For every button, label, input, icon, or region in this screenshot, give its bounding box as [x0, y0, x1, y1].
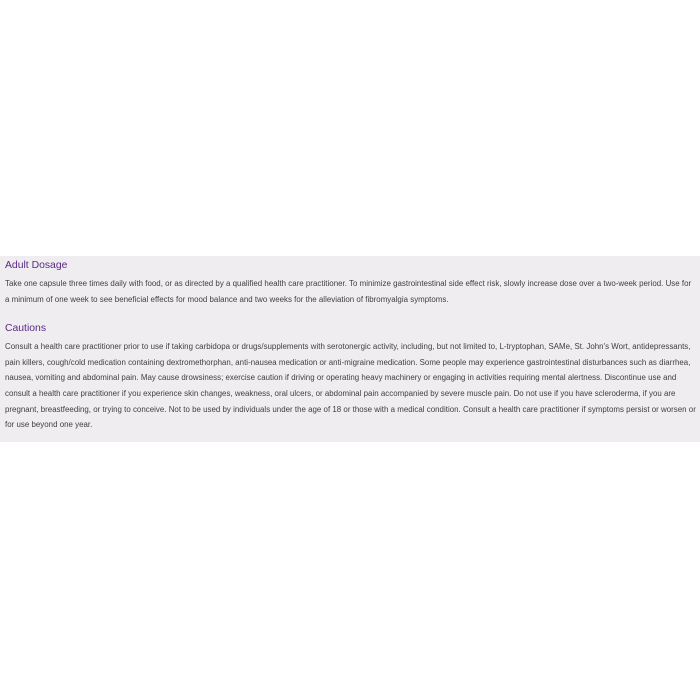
- cautions-section: [5, 322, 696, 433]
- cautions-text: Consult a health care practitioner prior to use if taking carbidopa or drugs/supplements with serotonergic activity, including, but not limited to, L-tryptophan, SAMe, St. John's Wort, antidepressants, pain killers, cough/cold medication containing dextromethorphan, anti-nausea medication or anti-migraine medication. Some people may experience gastrointestinal disturbances such as diarrhea, nausea, vomiting and abdominal pain. May cause drowsiness; exercise caution if driving or operating heavy machinery or engaging in activities requiring mental alertness. Discontinue use and consult a health care practitioner if you experience skin changes, weakness, oral ulcers, or abdominal pain accompanied by severe muscle pain. Do not use if you have scleroderma, if you are pregnant, breastfeeding, or trying to conceive. Not to be used by individuals under the age of 18 or those with a medical condition. Consult a health care practitioner if symptoms persist or worsen or for use beyond one year.: [5, 342, 696, 430]
- adult-dosage-section: [5, 259, 696, 307]
- product-info-panel: [0, 256, 700, 442]
- adult-dosage-heading: Adult Dosage: [5, 260, 68, 271]
- adult-dosage-text: Take one capsule three times daily with food, or as directed by a qualified health care practitioner. To minimize gastrointestinal side effect risk, slowly increase dose over a two-week period. Use for a minimum of one week to see beneficial effects for mood balance and two weeks for the alleviation of fibromyalgia symptoms.: [5, 279, 692, 304]
- cautions-heading: Cautions: [5, 323, 47, 335]
